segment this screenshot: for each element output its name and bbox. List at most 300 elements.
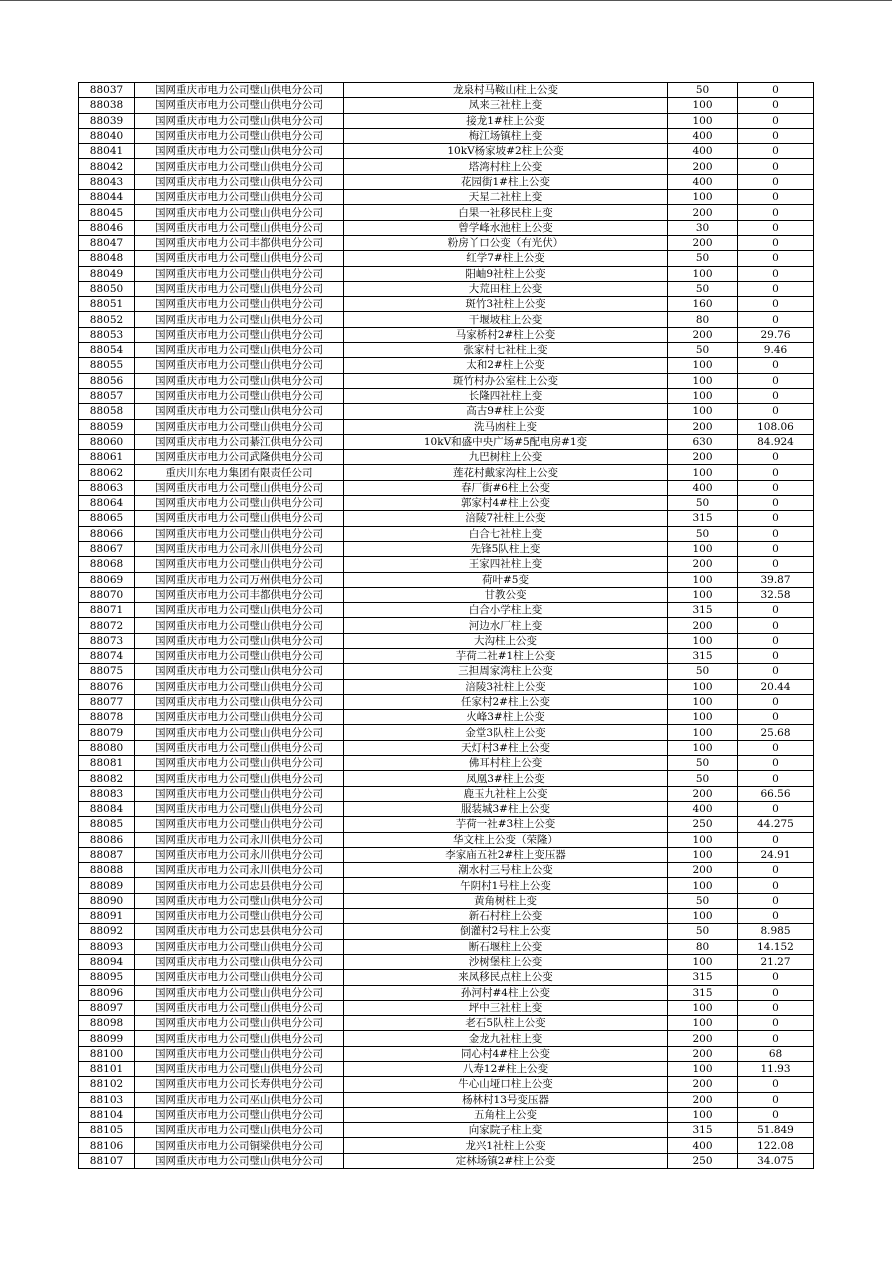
table-row (79, 128, 814, 143)
cell-company: 国网重庆市电力公司璧山供电分公司 (135, 664, 344, 679)
cell-company: 国网重庆市电力公司璧山供电分公司 (135, 1123, 344, 1138)
cell-station-name: 河边水厂柱上变 (344, 618, 668, 633)
cell-id: 88084 (79, 801, 135, 816)
cell-value: 0 (738, 985, 814, 1000)
cell-company: 国网重庆市电力公司璧山供电分公司 (135, 740, 344, 755)
cell-capacity: 200 (668, 327, 738, 342)
data-table (78, 82, 814, 1169)
table-row (79, 832, 814, 847)
cell-id: 88101 (79, 1062, 135, 1077)
cell-station-name: 天灯村3#柱上公变 (344, 740, 668, 755)
table-row (79, 801, 814, 816)
cell-station-name: 接龙1#柱上公变 (344, 113, 668, 128)
cell-capacity: 200 (668, 863, 738, 878)
table-row (79, 1138, 814, 1153)
cell-company: 国网重庆市电力公司璧山供电分公司 (135, 633, 344, 648)
table-row (79, 633, 814, 648)
cell-company: 国网重庆市电力公司璧山供电分公司 (135, 710, 344, 725)
table-row (79, 939, 814, 954)
cell-company: 国网重庆市电力公司璧山供电分公司 (135, 251, 344, 266)
cell-id: 88046 (79, 220, 135, 235)
cell-company: 国网重庆市电力公司璧山供电分公司 (135, 511, 344, 526)
cell-station-name: 佛耳村柱上公变 (344, 756, 668, 771)
cell-capacity: 80 (668, 939, 738, 954)
cell-company: 国网重庆市电力公司璧山供电分公司 (135, 388, 344, 403)
table-row (79, 664, 814, 679)
cell-company: 国网重庆市电力公司万州供电分公司 (135, 572, 344, 587)
cell-capacity: 200 (668, 419, 738, 434)
cell-company: 国网重庆市电力公司璧山供电分公司 (135, 771, 344, 786)
cell-capacity: 100 (668, 679, 738, 694)
cell-station-name: 李家庙五社2#柱上变压器 (344, 847, 668, 862)
cell-company: 国网重庆市电力公司綦江供电分公司 (135, 434, 344, 449)
cell-station-name: 五角柱上公变 (344, 1107, 668, 1122)
cell-station-name: 火峰3#柱上公变 (344, 710, 668, 725)
cell-station-name: 红学7#柱上公变 (344, 251, 668, 266)
cell-station-name: 涪陵7社柱上公变 (344, 511, 668, 526)
cell-id: 88092 (79, 924, 135, 939)
table-row (79, 266, 814, 281)
cell-company: 国网重庆市电力公司永川供电分公司 (135, 541, 344, 556)
table-row (79, 1153, 814, 1168)
cell-value: 9.46 (738, 343, 814, 358)
cell-capacity: 100 (668, 465, 738, 480)
cell-company: 国网重庆市电力公司武隆供电分公司 (135, 450, 344, 465)
cell-value: 0 (738, 526, 814, 541)
cell-company: 国网重庆市电力公司长寿供电分公司 (135, 1077, 344, 1092)
table-row (79, 297, 814, 312)
cell-capacity: 315 (668, 511, 738, 526)
cell-company: 国网重庆市电力公司璧山供电分公司 (135, 954, 344, 969)
cell-company: 国网重庆市电力公司璧山供电分公司 (135, 98, 344, 113)
cell-value: 44.275 (738, 817, 814, 832)
table-row (79, 1123, 814, 1138)
cell-value: 8.985 (738, 924, 814, 939)
cell-station-name: 来凤移民点柱上公变 (344, 970, 668, 985)
cell-id: 88037 (79, 83, 135, 98)
cell-company: 国网重庆市电力公司璧山供电分公司 (135, 83, 344, 98)
cell-company: 国网重庆市电力公司璧山供电分公司 (135, 618, 344, 633)
cell-capacity: 50 (668, 496, 738, 511)
table-row (79, 1016, 814, 1031)
cell-capacity: 200 (668, 786, 738, 801)
cell-value: 0 (738, 832, 814, 847)
cell-capacity: 100 (668, 694, 738, 709)
cell-value: 0 (738, 970, 814, 985)
cell-value: 0 (738, 251, 814, 266)
cell-value: 68 (738, 1046, 814, 1061)
table-row (79, 541, 814, 556)
cell-id: 88066 (79, 526, 135, 541)
cell-company: 国网重庆市电力公司璧山供电分公司 (135, 419, 344, 434)
cell-capacity: 200 (668, 1031, 738, 1046)
cell-value: 0 (738, 1031, 814, 1046)
cell-value: 122.08 (738, 1138, 814, 1153)
cell-capacity: 200 (668, 1046, 738, 1061)
cell-value: 0 (738, 174, 814, 189)
cell-station-name: 华文柱上公变（荣隆） (344, 832, 668, 847)
cell-company: 国网重庆市电力公司璧山供电分公司 (135, 725, 344, 740)
cell-company: 国网重庆市电力公司巫山供电分公司 (135, 1092, 344, 1107)
cell-id: 88072 (79, 618, 135, 633)
cell-station-name: 10kV杨家坡#2柱上公变 (344, 144, 668, 159)
table-row (79, 572, 814, 587)
cell-company: 国网重庆市电力公司璧山供电分公司 (135, 1062, 344, 1077)
cell-id: 88060 (79, 434, 135, 449)
cell-station-name: 大沟柱上公变 (344, 633, 668, 648)
cell-company: 国网重庆市电力公司璧山供电分公司 (135, 496, 344, 511)
cell-company: 国网重庆市电力公司永川供电分公司 (135, 847, 344, 862)
cell-station-name: 向家院子柱上变 (344, 1123, 668, 1138)
cell-id: 88093 (79, 939, 135, 954)
cell-id: 88065 (79, 511, 135, 526)
table-row (79, 174, 814, 189)
cell-capacity: 200 (668, 235, 738, 250)
cell-value: 0 (738, 756, 814, 771)
cell-id: 88070 (79, 587, 135, 602)
cell-id: 88058 (79, 404, 135, 419)
cell-company: 国网重庆市电力公司丰都供电分公司 (135, 235, 344, 250)
cell-value: 24.91 (738, 847, 814, 862)
cell-value: 0 (738, 373, 814, 388)
cell-company: 国网重庆市电力公司璧山供电分公司 (135, 480, 344, 495)
cell-value: 0 (738, 863, 814, 878)
cell-value: 0 (738, 266, 814, 281)
cell-station-name: 金龙九社柱上变 (344, 1031, 668, 1046)
cell-station-name: 沙树堡柱上公变 (344, 954, 668, 969)
cell-capacity: 250 (668, 1153, 738, 1168)
cell-company: 国网重庆市电力公司璧山供电分公司 (135, 128, 344, 143)
cell-company: 国网重庆市电力公司璧山供电分公司 (135, 909, 344, 924)
cell-capacity: 100 (668, 98, 738, 113)
cell-value: 0 (738, 297, 814, 312)
cell-capacity: 200 (668, 205, 738, 220)
cell-id: 88091 (79, 909, 135, 924)
cell-station-name: 莲花村戴家沟柱上公变 (344, 465, 668, 480)
cell-id: 88099 (79, 1031, 135, 1046)
cell-value: 0 (738, 98, 814, 113)
table-row (79, 113, 814, 128)
cell-id: 88067 (79, 541, 135, 556)
table-row (79, 786, 814, 801)
cell-id: 88080 (79, 740, 135, 755)
cell-company: 国网重庆市电力公司璧山供电分公司 (135, 603, 344, 618)
table-row (79, 312, 814, 327)
cell-id: 88075 (79, 664, 135, 679)
cell-station-name: 芋荷二社#1柱上公变 (344, 648, 668, 663)
cell-id: 88094 (79, 954, 135, 969)
cell-capacity: 50 (668, 924, 738, 939)
cell-station-name: 断石堰柱上公变 (344, 939, 668, 954)
cell-company: 国网重庆市电力公司璧山供电分公司 (135, 526, 344, 541)
cell-value: 0 (738, 909, 814, 924)
cell-company: 重庆川东电力集团有限责任公司 (135, 465, 344, 480)
cell-value: 0 (738, 388, 814, 403)
cell-capacity: 200 (668, 450, 738, 465)
cell-id: 88048 (79, 251, 135, 266)
cell-station-name: 高古9#柱上公变 (344, 404, 668, 419)
cell-company: 国网重庆市电力公司璧山供电分公司 (135, 817, 344, 832)
cell-company: 国网重庆市电力公司璧山供电分公司 (135, 404, 344, 419)
cell-id: 88064 (79, 496, 135, 511)
cell-station-name: 芋荷一社#3柱上公变 (344, 817, 668, 832)
cell-capacity: 100 (668, 1107, 738, 1122)
cell-company: 国网重庆市电力公司璧山供电分公司 (135, 373, 344, 388)
cell-id: 88071 (79, 603, 135, 618)
cell-capacity: 30 (668, 220, 738, 235)
cell-id: 88043 (79, 174, 135, 189)
cell-value: 29.76 (738, 327, 814, 342)
cell-capacity: 50 (668, 756, 738, 771)
cell-value: 0 (738, 450, 814, 465)
table-row (79, 771, 814, 786)
cell-company: 国网重庆市电力公司璧山供电分公司 (135, 205, 344, 220)
table-row (79, 419, 814, 434)
cell-station-name: 甘教公变 (344, 587, 668, 602)
cell-value: 0 (738, 1016, 814, 1031)
cell-id: 88103 (79, 1092, 135, 1107)
cell-id: 88053 (79, 327, 135, 342)
table-row (79, 205, 814, 220)
cell-capacity: 400 (668, 144, 738, 159)
cell-station-name: 王家四社柱上变 (344, 557, 668, 572)
cell-station-name: 服装城3#柱上公变 (344, 801, 668, 816)
cell-id: 88096 (79, 985, 135, 1000)
cell-value: 0 (738, 557, 814, 572)
cell-station-name: 坪中三社柱上变 (344, 1000, 668, 1015)
cell-value: 0 (738, 144, 814, 159)
cell-station-name: 太和2#柱上公变 (344, 358, 668, 373)
cell-company: 国网重庆市电力公司璧山供电分公司 (135, 939, 344, 954)
cell-value: 0 (738, 618, 814, 633)
cell-station-name: 孙河村#4柱上公变 (344, 985, 668, 1000)
table-row (79, 587, 814, 602)
cell-capacity: 100 (668, 954, 738, 969)
cell-value: 0 (738, 1092, 814, 1107)
cell-station-name: 倒灌村2号柱上公变 (344, 924, 668, 939)
cell-id: 88077 (79, 694, 135, 709)
cell-id: 88095 (79, 970, 135, 985)
cell-value: 0 (738, 603, 814, 618)
cell-company: 国网重庆市电力公司璧山供电分公司 (135, 159, 344, 174)
table-row (79, 220, 814, 235)
cell-capacity: 50 (668, 526, 738, 541)
cell-id: 88055 (79, 358, 135, 373)
cell-station-name: 任家村2#柱上公变 (344, 694, 668, 709)
cell-id: 88061 (79, 450, 135, 465)
cell-station-name: 潮水村三号柱上公变 (344, 863, 668, 878)
table-row (79, 511, 814, 526)
cell-capacity: 315 (668, 985, 738, 1000)
cell-id: 88107 (79, 1153, 135, 1168)
cell-company: 国网重庆市电力公司璧山供电分公司 (135, 801, 344, 816)
cell-capacity: 100 (668, 1000, 738, 1015)
cell-id: 88087 (79, 847, 135, 862)
cell-capacity: 100 (668, 725, 738, 740)
cell-station-name: 龙兴1社柱上公变 (344, 1138, 668, 1153)
cell-id: 88068 (79, 557, 135, 572)
cell-capacity: 80 (668, 312, 738, 327)
table-row (79, 465, 814, 480)
cell-id: 88083 (79, 786, 135, 801)
cell-company: 国网重庆市电力公司璧山供电分公司 (135, 174, 344, 189)
cell-company: 国网重庆市电力公司璧山供电分公司 (135, 144, 344, 159)
table-row (79, 847, 814, 862)
cell-id: 88052 (79, 312, 135, 327)
cell-company: 国网重庆市电力公司璧山供电分公司 (135, 358, 344, 373)
table-row (79, 878, 814, 893)
cell-company: 国网重庆市电力公司铜梁供电分公司 (135, 1138, 344, 1153)
table-row (79, 909, 814, 924)
cell-station-name: 白合七社柱上变 (344, 526, 668, 541)
cell-id: 88038 (79, 98, 135, 113)
cell-capacity: 100 (668, 113, 738, 128)
table-row (79, 1092, 814, 1107)
cell-station-name: 天星二社柱上变 (344, 190, 668, 205)
cell-value: 34.075 (738, 1153, 814, 1168)
cell-company: 国网重庆市电力公司永川供电分公司 (135, 832, 344, 847)
cell-value: 51.849 (738, 1123, 814, 1138)
cell-capacity: 50 (668, 281, 738, 296)
cell-company: 国网重庆市电力公司永川供电分公司 (135, 863, 344, 878)
table-row (79, 710, 814, 725)
cell-station-name: 花园街1#柱上公变 (344, 174, 668, 189)
cell-capacity: 100 (668, 832, 738, 847)
cell-value: 0 (738, 511, 814, 526)
table-row (79, 817, 814, 832)
cell-capacity: 100 (668, 572, 738, 587)
table-row (79, 450, 814, 465)
cell-capacity: 100 (668, 909, 738, 924)
cell-id: 88089 (79, 878, 135, 893)
cell-id: 88047 (79, 235, 135, 250)
table-row (79, 343, 814, 358)
cell-capacity: 50 (668, 83, 738, 98)
cell-company: 国网重庆市电力公司璧山供电分公司 (135, 786, 344, 801)
table-row (79, 1077, 814, 1092)
cell-company: 国网重庆市电力公司丰都供电分公司 (135, 587, 344, 602)
table-row (79, 480, 814, 495)
cell-value: 0 (738, 465, 814, 480)
cell-capacity: 200 (668, 1077, 738, 1092)
cell-station-name: 洗马凼柱上变 (344, 419, 668, 434)
cell-value: 66.56 (738, 786, 814, 801)
cell-id: 88042 (79, 159, 135, 174)
cell-id: 88102 (79, 1077, 135, 1092)
cell-station-name: 黄角树柱上变 (344, 893, 668, 908)
cell-station-name: 同心村4#柱上公变 (344, 1046, 668, 1061)
cell-company: 国网重庆市电力公司璧山供电分公司 (135, 266, 344, 281)
table-row (79, 1107, 814, 1122)
table-body (79, 83, 814, 1169)
cell-capacity: 50 (668, 771, 738, 786)
cell-id: 88049 (79, 266, 135, 281)
cell-station-name: 曾学峰水池柱上公变 (344, 220, 668, 235)
cell-id: 88081 (79, 756, 135, 771)
cell-station-name: 涪陵3社柱上公变 (344, 679, 668, 694)
cell-company: 国网重庆市电力公司璧山供电分公司 (135, 312, 344, 327)
table-row (79, 190, 814, 205)
cell-capacity: 630 (668, 434, 738, 449)
cell-station-name: 郭家村4#柱上公变 (344, 496, 668, 511)
cell-value: 0 (738, 664, 814, 679)
cell-id: 88041 (79, 144, 135, 159)
cell-capacity: 160 (668, 297, 738, 312)
cell-station-name: 斑竹村办公室柱上公变 (344, 373, 668, 388)
cell-station-name: 10kV和盛中央广场#5配电房#1变 (344, 434, 668, 449)
cell-value: 0 (738, 205, 814, 220)
cell-company: 国网重庆市电力公司璧山供电分公司 (135, 327, 344, 342)
cell-value: 0 (738, 128, 814, 143)
cell-id: 88090 (79, 893, 135, 908)
cell-id: 88076 (79, 679, 135, 694)
cell-station-name: 九巴树柱上公变 (344, 450, 668, 465)
cell-station-name: 鹿玉九社柱上公变 (344, 786, 668, 801)
cell-station-name: 新石村柱上公变 (344, 909, 668, 924)
cell-value: 39.87 (738, 572, 814, 587)
cell-capacity: 50 (668, 664, 738, 679)
cell-station-name: 斑竹3社柱上公变 (344, 297, 668, 312)
cell-capacity: 50 (668, 893, 738, 908)
cell-value: 0 (738, 740, 814, 755)
cell-id: 88086 (79, 832, 135, 847)
cell-station-name: 春厂街#6柱上公变 (344, 480, 668, 495)
cell-capacity: 400 (668, 128, 738, 143)
cell-id: 88078 (79, 710, 135, 725)
cell-value: 14.152 (738, 939, 814, 954)
cell-value: 0 (738, 235, 814, 250)
cell-capacity: 200 (668, 159, 738, 174)
cell-value: 11.93 (738, 1062, 814, 1077)
cell-station-name: 荷叶#5变 (344, 572, 668, 587)
cell-value: 108.06 (738, 419, 814, 434)
cell-company: 国网重庆市电力公司璧山供电分公司 (135, 1046, 344, 1061)
cell-station-name: 杨林村13号变压器 (344, 1092, 668, 1107)
table-row (79, 557, 814, 572)
cell-capacity: 50 (668, 251, 738, 266)
cell-id: 88050 (79, 281, 135, 296)
cell-value: 0 (738, 710, 814, 725)
cell-value: 25.68 (738, 725, 814, 740)
cell-value: 84.924 (738, 434, 814, 449)
table-row (79, 985, 814, 1000)
cell-company: 国网重庆市电力公司璧山供电分公司 (135, 694, 344, 709)
cell-station-name: 牛心山垭口柱上公变 (344, 1077, 668, 1092)
table-row (79, 1031, 814, 1046)
table-row (79, 648, 814, 663)
cell-id: 88040 (79, 128, 135, 143)
cell-capacity: 400 (668, 1138, 738, 1153)
cell-company: 国网重庆市电力公司璧山供电分公司 (135, 281, 344, 296)
table-row (79, 756, 814, 771)
cell-value: 0 (738, 496, 814, 511)
cell-station-name: 张家村七社柱上变 (344, 343, 668, 358)
table-row (79, 235, 814, 250)
cell-company: 国网重庆市电力公司璧山供电分公司 (135, 297, 344, 312)
cell-capacity: 100 (668, 633, 738, 648)
cell-value: 0 (738, 1107, 814, 1122)
cell-capacity: 100 (668, 373, 738, 388)
cell-company: 国网重庆市电力公司璧山供电分公司 (135, 893, 344, 908)
table-row (79, 281, 814, 296)
top-border-line (0, 0, 892, 1)
cell-company: 国网重庆市电力公司忠县供电分公司 (135, 924, 344, 939)
cell-capacity: 200 (668, 1092, 738, 1107)
cell-station-name: 定林场镇2#柱上公变 (344, 1153, 668, 1168)
cell-value: 0 (738, 893, 814, 908)
cell-capacity: 400 (668, 480, 738, 495)
cell-value: 0 (738, 1077, 814, 1092)
